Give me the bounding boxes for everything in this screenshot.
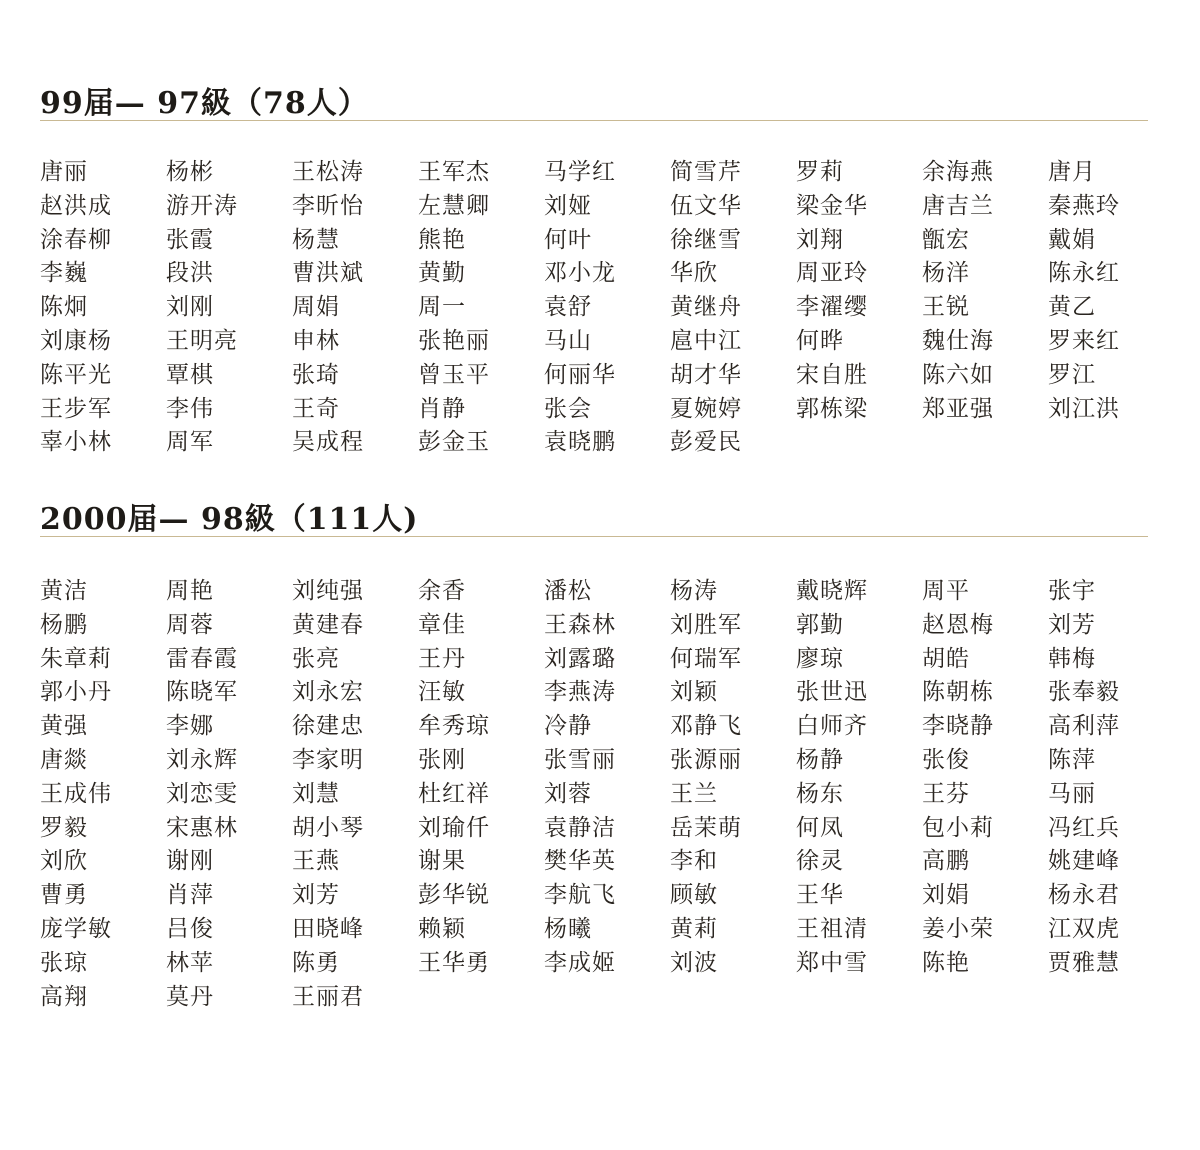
name-entry: 田晓峰 bbox=[292, 915, 364, 942]
name-entry: 宋惠林 bbox=[166, 814, 238, 841]
name-entry: 袁静洁 bbox=[544, 814, 616, 841]
name-entry: 王成伟 bbox=[40, 780, 112, 807]
name-entry: 章佳 bbox=[418, 611, 466, 638]
name-entry: 张宇 bbox=[1048, 578, 1096, 604]
name-entry: 彭金玉 bbox=[418, 429, 490, 456]
name-entry: 刘波 bbox=[670, 949, 718, 976]
name-entry: 邓静飞 bbox=[670, 713, 742, 740]
name-grid bbox=[40, 574, 1150, 1013]
name-entry: 谢果 bbox=[418, 848, 466, 875]
name-entry: 游开涛 bbox=[166, 192, 238, 219]
name-entry: 赵洪成 bbox=[40, 192, 112, 219]
name-entry: 陈永红 bbox=[1048, 260, 1120, 287]
name-entry: 杨东 bbox=[796, 780, 844, 807]
name-entry: 覃棋 bbox=[166, 361, 214, 388]
name-entry: 王松涛 bbox=[292, 159, 364, 185]
name-entry: 冷静 bbox=[544, 713, 592, 740]
name-entry: 雷春霞 bbox=[166, 645, 238, 672]
name-entry: 张霞 bbox=[166, 226, 214, 253]
name-entry: 高翔 bbox=[40, 983, 88, 1010]
name-entry: 何凤 bbox=[796, 814, 844, 841]
name-entry: 李濯缨 bbox=[796, 294, 868, 321]
name-entry: 王华勇 bbox=[418, 949, 490, 976]
name-entry: 黄继舟 bbox=[670, 294, 742, 321]
name-entry: 刘永辉 bbox=[166, 746, 238, 773]
section-title: 99届— 97級（78人） bbox=[40, 86, 369, 121]
name-entry: 刘芳 bbox=[1048, 611, 1096, 638]
name-entry: 贾雅慧 bbox=[1048, 949, 1120, 976]
name-entry: 刘瑜仟 bbox=[418, 814, 490, 841]
name-entry: 杜红祥 bbox=[418, 780, 490, 807]
name-entry: 王丹 bbox=[418, 645, 466, 672]
name-entry: 胡才华 bbox=[670, 361, 742, 388]
name-entry: 徐建忠 bbox=[292, 713, 364, 740]
name-entry: 黄建春 bbox=[292, 611, 364, 638]
name-entry: 黄莉 bbox=[670, 915, 718, 942]
name-entry: 余海燕 bbox=[922, 159, 994, 185]
name-entry: 杨永君 bbox=[1048, 882, 1120, 909]
name-entry: 徐继雪 bbox=[670, 226, 742, 253]
name-entry: 姚建峰 bbox=[1048, 848, 1120, 875]
name-entry: 何叶 bbox=[544, 226, 592, 253]
name-entry: 牟秀琼 bbox=[418, 713, 490, 740]
name-entry: 王军杰 bbox=[418, 159, 490, 185]
name-entry: 徐灵 bbox=[796, 848, 844, 875]
name-entry: 袁舒 bbox=[544, 294, 592, 321]
name-entry: 吕俊 bbox=[166, 915, 214, 942]
name-entry: 吴成程 bbox=[292, 429, 364, 456]
name-entry: 王兰 bbox=[670, 780, 718, 807]
name-entry: 王明亮 bbox=[166, 327, 238, 354]
name-entry: 郭小丹 bbox=[40, 679, 112, 706]
name-entry: 黄勤 bbox=[418, 260, 466, 287]
name-entry: 李成姬 bbox=[544, 949, 616, 976]
name-entry: 包小莉 bbox=[922, 814, 994, 841]
name-entry: 甑宏 bbox=[922, 226, 970, 253]
name-entry: 刘娟 bbox=[922, 882, 970, 909]
name-entry: 陈晓军 bbox=[166, 679, 238, 706]
name-entry: 王华 bbox=[796, 882, 844, 909]
name-entry: 樊华英 bbox=[544, 848, 616, 875]
name-entry: 刘纯强 bbox=[292, 578, 364, 604]
name-entry: 刘慧 bbox=[292, 780, 340, 807]
name-entry: 张琦 bbox=[292, 361, 340, 388]
name-entry: 戴晓辉 bbox=[796, 578, 868, 604]
name-entry: 李巍 bbox=[40, 260, 88, 287]
name-entry: 姜小荣 bbox=[922, 915, 994, 942]
name-entry: 刘恋雯 bbox=[166, 780, 238, 807]
name-entry: 杨彬 bbox=[166, 159, 214, 185]
name-entry: 刘永宏 bbox=[292, 679, 364, 706]
name-entry: 周艳 bbox=[166, 578, 214, 604]
name-entry: 左慧卿 bbox=[418, 192, 490, 219]
name-entry: 莫丹 bbox=[166, 983, 214, 1010]
name-entry: 张俊 bbox=[922, 746, 970, 773]
name-entry: 岳茉萌 bbox=[670, 814, 742, 841]
name-entry: 肖萍 bbox=[166, 882, 214, 909]
name-entry: 彭爱民 bbox=[670, 429, 742, 456]
name-entry: 罗江 bbox=[1048, 361, 1096, 388]
name-entry: 刘胜军 bbox=[670, 611, 742, 638]
name-entry: 张雪丽 bbox=[544, 746, 616, 773]
section-class-97 bbox=[40, 84, 1150, 459]
name-entry: 陈萍 bbox=[1048, 746, 1096, 773]
name-entry: 白师齐 bbox=[796, 713, 868, 740]
name-entry: 李燕涛 bbox=[544, 679, 616, 706]
name-entry: 魏仕海 bbox=[922, 327, 994, 354]
name-entry: 胡皓 bbox=[922, 645, 970, 672]
name-entry: 陈朝栋 bbox=[922, 679, 994, 706]
name-entry: 马山 bbox=[544, 327, 592, 354]
name-entry: 郭勤 bbox=[796, 611, 844, 638]
name-entry: 华欣 bbox=[670, 260, 718, 287]
name-entry: 何瑞军 bbox=[670, 645, 742, 672]
name-entry: 刘江洪 bbox=[1048, 395, 1120, 422]
name-entry: 王奇 bbox=[292, 395, 340, 422]
name-entry: 刘康杨 bbox=[40, 327, 112, 354]
name-entry: 韩梅 bbox=[1048, 645, 1096, 672]
name-entry: 辜小林 bbox=[40, 429, 112, 456]
name-entry: 扈中江 bbox=[670, 327, 742, 354]
name-entry: 周娟 bbox=[292, 294, 340, 321]
name-entry: 郑中雪 bbox=[796, 949, 868, 976]
name-entry: 刘翔 bbox=[796, 226, 844, 253]
name-entry: 何丽华 bbox=[544, 361, 616, 388]
name-entry: 李晓静 bbox=[922, 713, 994, 740]
name-entry: 黄洁 bbox=[40, 578, 88, 604]
name-entry: 李家明 bbox=[292, 746, 364, 773]
name-entry: 张刚 bbox=[418, 746, 466, 773]
name-entry: 郑亚强 bbox=[922, 395, 994, 422]
name-entry: 王丽君 bbox=[292, 983, 364, 1010]
name-entry: 梁金华 bbox=[796, 192, 868, 219]
name-entry: 谢刚 bbox=[166, 848, 214, 875]
name-entry: 高利萍 bbox=[1048, 713, 1120, 740]
name-entry: 罗莉 bbox=[796, 159, 844, 185]
name-entry: 林苹 bbox=[166, 949, 214, 976]
name-entry: 陈平光 bbox=[40, 361, 112, 388]
name-entry: 刘欣 bbox=[40, 848, 88, 875]
name-entry: 张世迅 bbox=[796, 679, 868, 706]
name-entry: 罗毅 bbox=[40, 814, 88, 841]
name-entry: 熊艳 bbox=[418, 226, 466, 253]
name-entry: 周平 bbox=[922, 578, 970, 604]
name-entry: 周一 bbox=[418, 294, 466, 321]
name-entry: 陈炯 bbox=[40, 294, 88, 321]
name-entry: 杨涛 bbox=[670, 578, 718, 604]
name-entry: 王祖清 bbox=[796, 915, 868, 942]
name-entry: 申林 bbox=[292, 327, 340, 354]
name-entry: 冯红兵 bbox=[1048, 814, 1120, 841]
name-entry: 张亮 bbox=[292, 645, 340, 672]
name-entry: 何晔 bbox=[796, 327, 844, 354]
name-entry: 马学红 bbox=[544, 159, 616, 185]
section-title: 2000届— 98級（111人) bbox=[40, 502, 419, 537]
name-entry: 余香 bbox=[418, 578, 466, 604]
name-entry: 涂春柳 bbox=[40, 226, 112, 253]
name-entry: 汪敏 bbox=[418, 679, 466, 706]
name-entry: 周亚玲 bbox=[796, 260, 868, 287]
name-entry: 王步军 bbox=[40, 395, 112, 422]
name-entry: 刘芳 bbox=[292, 882, 340, 909]
name-entry: 邓小龙 bbox=[544, 260, 616, 287]
name-entry: 潘松 bbox=[544, 578, 592, 604]
name-entry: 廖琼 bbox=[796, 645, 844, 672]
name-entry: 周蓉 bbox=[166, 611, 214, 638]
name-entry: 张源丽 bbox=[670, 746, 742, 773]
name-entry: 唐吉兰 bbox=[922, 192, 994, 219]
name-entry: 杨慧 bbox=[292, 226, 340, 253]
name-entry: 杨静 bbox=[796, 746, 844, 773]
name-entry: 简雪芹 bbox=[670, 159, 742, 185]
section-class-98 bbox=[40, 500, 1150, 1013]
name-entry: 胡小琴 bbox=[292, 814, 364, 841]
name-entry: 戴娟 bbox=[1048, 226, 1096, 253]
name-entry: 曹勇 bbox=[40, 882, 88, 909]
name-entry: 刘娅 bbox=[544, 192, 592, 219]
name-entry: 张琼 bbox=[40, 949, 88, 976]
name-entry: 杨鹏 bbox=[40, 611, 88, 638]
name-entry: 朱章莉 bbox=[40, 645, 112, 672]
name-grid bbox=[40, 155, 1150, 459]
name-entry: 陈六如 bbox=[922, 361, 994, 388]
name-entry: 李和 bbox=[670, 848, 718, 875]
name-entry: 高鹏 bbox=[922, 848, 970, 875]
name-entry: 张艳丽 bbox=[418, 327, 490, 354]
name-entry: 王芬 bbox=[922, 780, 970, 807]
name-entry: 伍文华 bbox=[670, 192, 742, 219]
name-entry: 杨曦 bbox=[544, 915, 592, 942]
name-entry: 李航飞 bbox=[544, 882, 616, 909]
name-entry: 陈艳 bbox=[922, 949, 970, 976]
name-entry: 曾玉平 bbox=[418, 361, 490, 388]
name-entry: 唐月 bbox=[1048, 159, 1096, 185]
name-entry: 段洪 bbox=[166, 260, 214, 287]
name-entry: 赵恩梅 bbox=[922, 611, 994, 638]
name-entry: 顾敏 bbox=[670, 882, 718, 909]
name-entry: 曹洪斌 bbox=[292, 260, 364, 287]
name-entry: 黄强 bbox=[40, 713, 88, 740]
name-entry: 彭华锐 bbox=[418, 882, 490, 909]
name-entry: 李伟 bbox=[166, 395, 214, 422]
name-entry: 李昕怡 bbox=[292, 192, 364, 219]
name-entry: 刘颖 bbox=[670, 679, 718, 706]
name-entry: 罗来红 bbox=[1048, 327, 1120, 354]
name-entry: 唐丽 bbox=[40, 159, 88, 185]
name-entry: 杨洋 bbox=[922, 260, 970, 287]
name-entry: 张会 bbox=[544, 395, 592, 422]
name-entry: 秦燕玲 bbox=[1048, 192, 1120, 219]
name-entry: 肖静 bbox=[418, 395, 466, 422]
name-entry: 江双虎 bbox=[1048, 915, 1120, 942]
name-entry: 张奉毅 bbox=[1048, 679, 1120, 706]
name-entry: 王燕 bbox=[292, 848, 340, 875]
name-entry: 袁晓鹏 bbox=[544, 429, 616, 456]
name-entry: 刘露璐 bbox=[544, 645, 616, 672]
name-entry: 马丽 bbox=[1048, 780, 1096, 807]
name-entry: 庞学敏 bbox=[40, 915, 112, 942]
name-entry: 夏婉婷 bbox=[670, 395, 742, 422]
name-entry: 刘刚 bbox=[166, 294, 214, 321]
name-entry: 刘蓉 bbox=[544, 780, 592, 807]
name-entry: 周军 bbox=[166, 429, 214, 456]
name-entry: 赖颖 bbox=[418, 915, 466, 942]
name-entry: 黄乙 bbox=[1048, 294, 1096, 321]
name-entry: 唐燚 bbox=[40, 746, 88, 773]
name-entry: 王锐 bbox=[922, 294, 970, 321]
name-entry: 王森林 bbox=[544, 611, 616, 638]
name-entry: 郭栋梁 bbox=[796, 395, 868, 422]
name-entry: 宋自胜 bbox=[796, 361, 868, 388]
name-entry: 李娜 bbox=[166, 713, 214, 740]
name-entry: 陈勇 bbox=[292, 949, 340, 976]
